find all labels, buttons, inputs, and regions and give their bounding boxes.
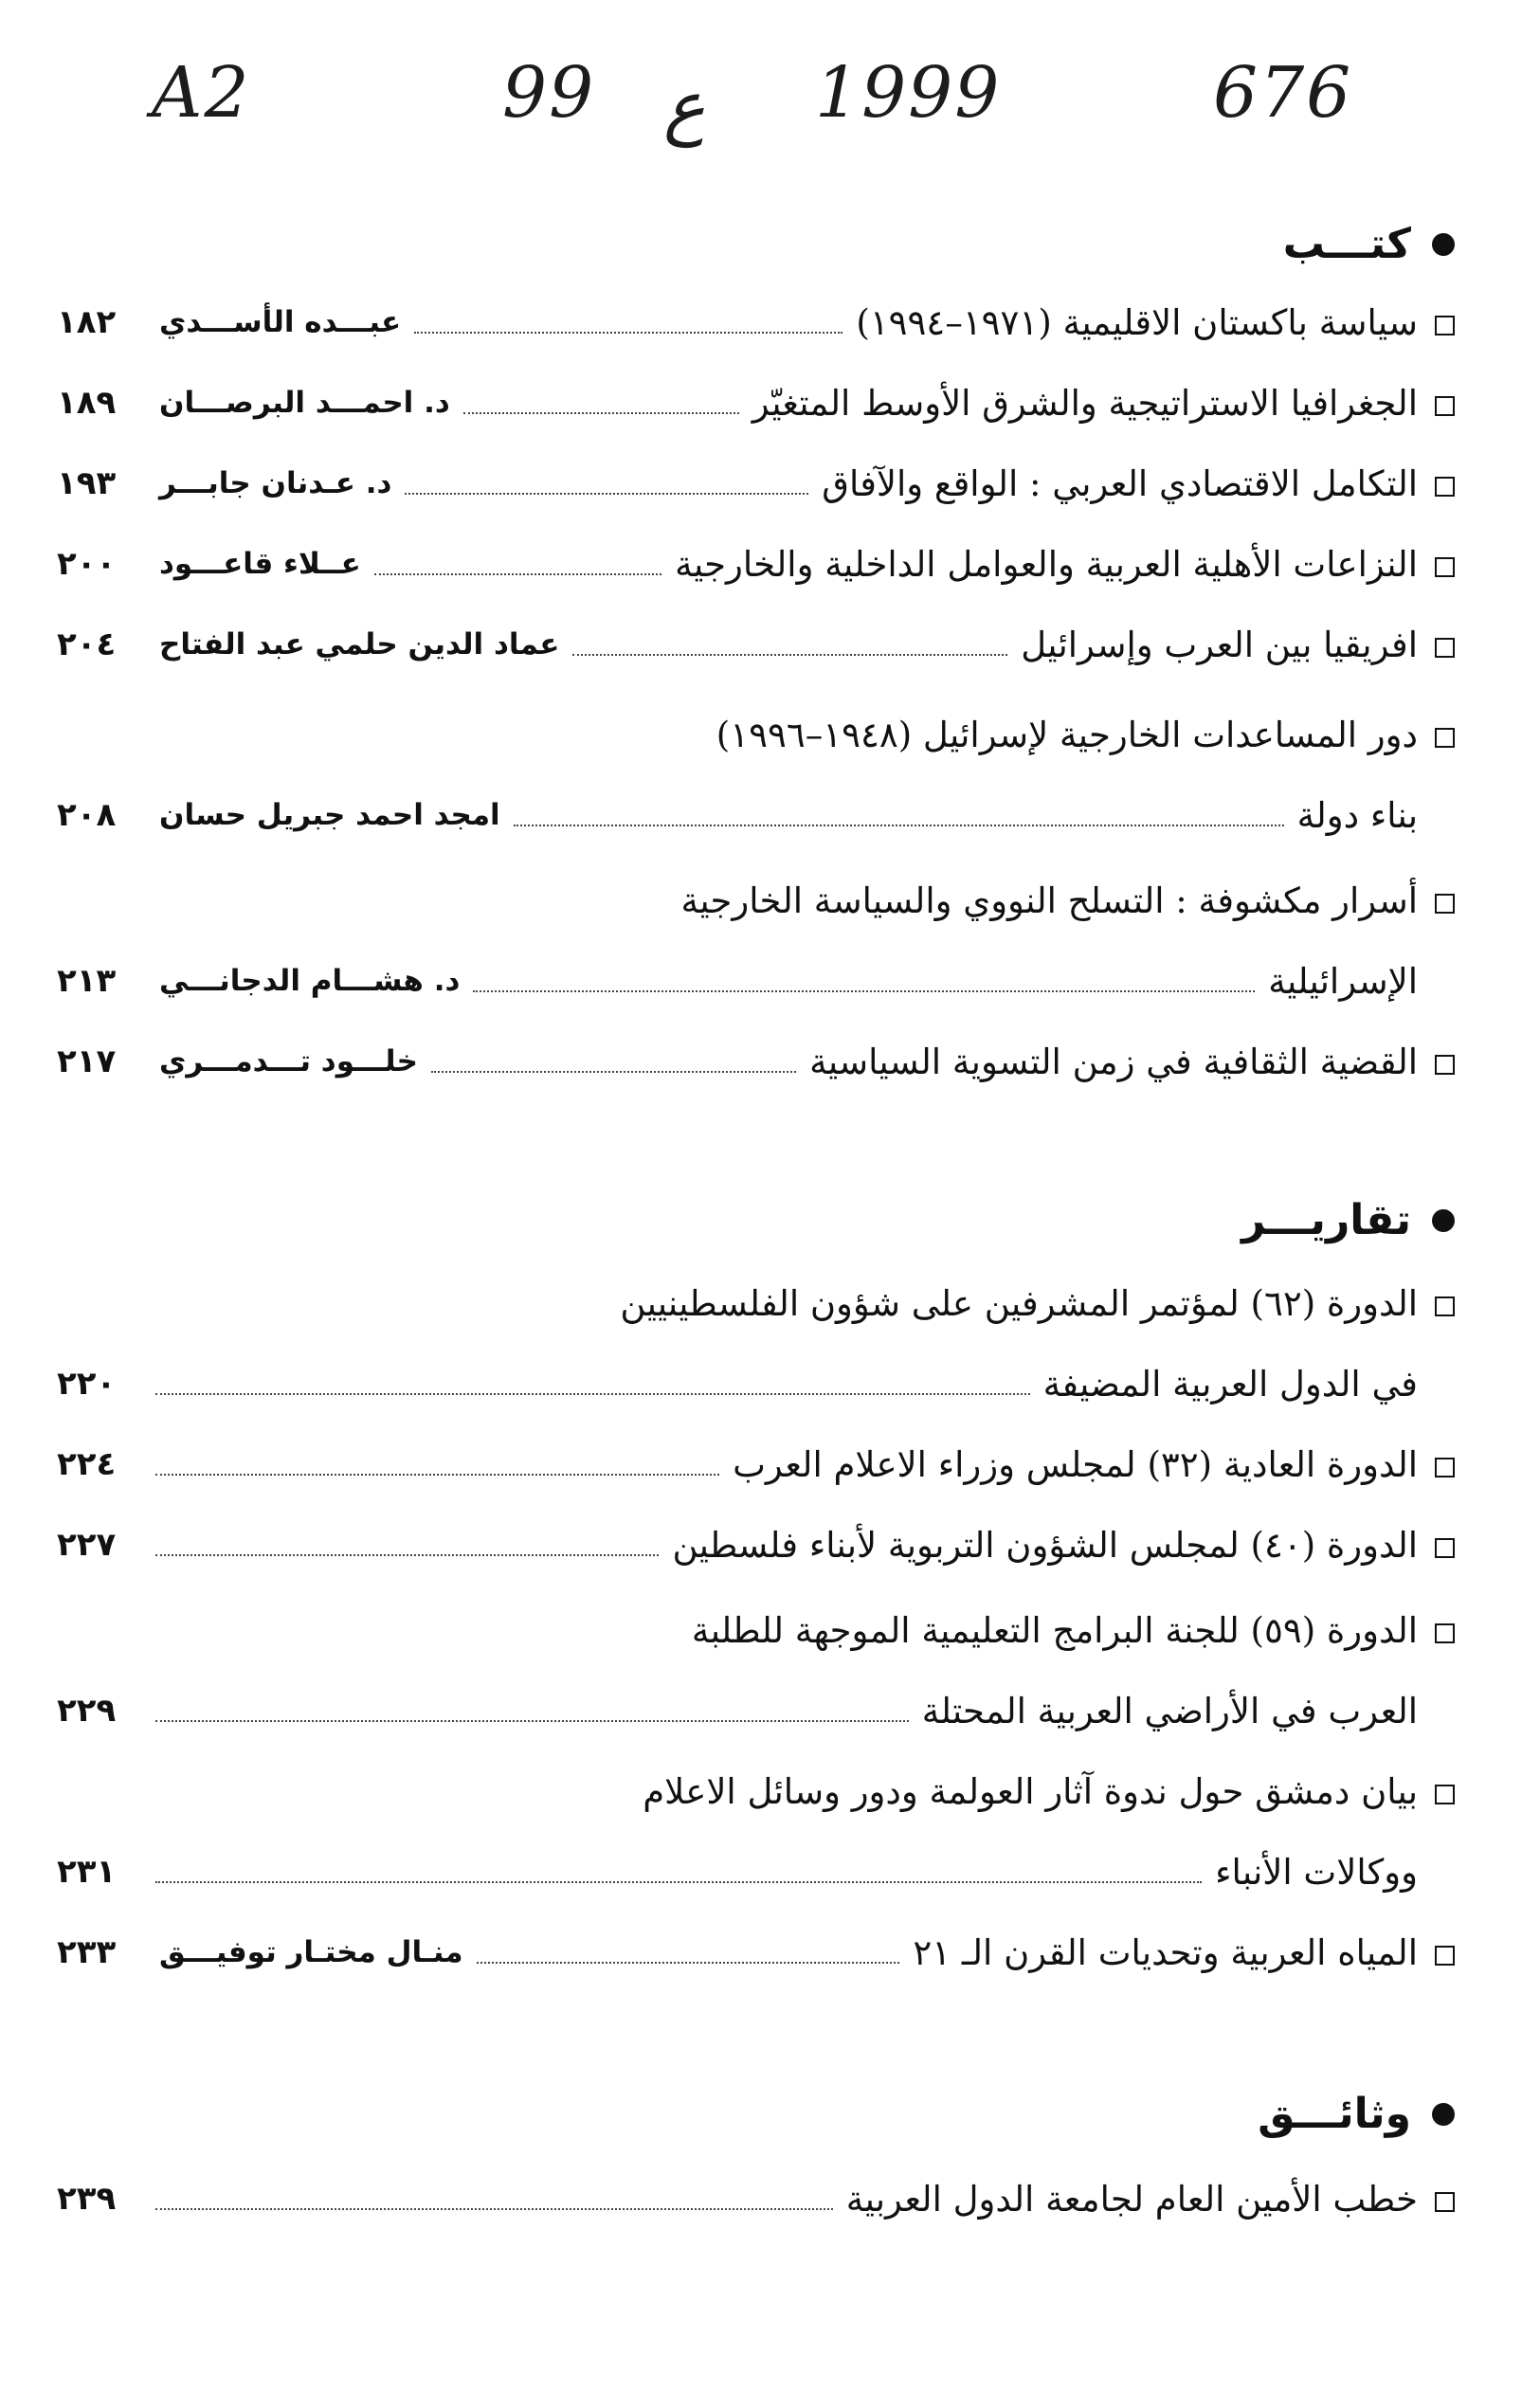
- dot-leader: [514, 825, 1284, 826]
- toc-entry[interactable]: [57, 1924, 1455, 1981]
- dot-leader: [572, 654, 1007, 656]
- toc-entry-continuation[interactable]: [57, 787, 1455, 843]
- entry-page: ٢٠٤: [57, 625, 117, 663]
- checkbox-icon: [1435, 1055, 1455, 1075]
- entry-author: د. احمـــد البرصـــان: [159, 386, 450, 420]
- entry-title: افريقيا بين العرب وإسرائيل: [1021, 624, 1418, 665]
- entry-author: د. عـدنان جابـــر: [159, 466, 392, 500]
- dot-leader: [405, 493, 808, 495]
- toc-entry[interactable]: [57, 872, 1455, 929]
- entry-page: ١٩٣: [57, 464, 117, 502]
- section-books-header: [1283, 220, 1455, 268]
- toc-entry-continuation[interactable]: [57, 952, 1455, 1009]
- entry-title: الدورة العادية (٣٢) لمجلس وزراء الاعلام العرب: [733, 1443, 1418, 1485]
- entry-title: القضية الثقافية في زمن التسوية السياسية: [809, 1041, 1418, 1082]
- dot-leader: [155, 1474, 719, 1476]
- checkbox-icon: [1435, 557, 1455, 577]
- dot-leader: [414, 332, 842, 334]
- toc-entry[interactable]: [57, 455, 1455, 512]
- entry-author: د. هشـــام الدجانـــي: [159, 964, 461, 998]
- checkbox-icon: [1435, 1785, 1455, 1804]
- handwritten-year: 1999: [815, 52, 1002, 134]
- toc-entry[interactable]: [57, 1275, 1455, 1332]
- checkbox-icon: [1435, 1946, 1455, 1966]
- bullet-icon: [1432, 1209, 1455, 1232]
- entry-page: ٢٠٨: [57, 796, 117, 834]
- entry-page: ٢١٣: [57, 962, 117, 1000]
- handwritten-letter: ع: [663, 66, 706, 148]
- toc-entry[interactable]: [57, 294, 1455, 351]
- checkbox-icon: [1435, 638, 1455, 658]
- entry-author: عبـــده الأســـدي: [159, 305, 402, 339]
- entry-page: ٢٣٩: [57, 2180, 117, 2218]
- entry-page: ٢٢٩: [57, 1692, 117, 1730]
- toc-entry[interactable]: [57, 616, 1455, 673]
- checkbox-icon: [1435, 1296, 1455, 1316]
- entry-title: النزاعات الأهلية العربية والعوامل الداخلية والخارجية: [675, 543, 1418, 585]
- entry-title-continuation: بناء دولة: [1296, 794, 1418, 836]
- entry-title-continuation: الإسرائيلية: [1268, 960, 1418, 1002]
- entry-author: عماد الدين حلمي عبد الفتاح: [159, 627, 560, 662]
- dot-leader: [155, 1554, 659, 1556]
- entry-page: ٢٢٧: [57, 1526, 117, 1564]
- handwritten-number: 676: [1213, 52, 1353, 134]
- checkbox-icon: [1435, 894, 1455, 914]
- toc-entry[interactable]: [57, 2170, 1455, 2227]
- toc-entry-continuation[interactable]: [57, 1355, 1455, 1412]
- dot-leader: [155, 1393, 1030, 1395]
- checkbox-icon: [1435, 728, 1455, 748]
- checkbox-icon: [1435, 316, 1455, 335]
- entry-page: ٢٢٤: [57, 1445, 117, 1483]
- dot-leader: [155, 2208, 833, 2210]
- toc-entry[interactable]: [57, 1436, 1455, 1493]
- section-reports-header: [1241, 1196, 1455, 1244]
- entry-title: التكامل الاقتصادي العربي : الواقع والآفاق: [822, 462, 1418, 504]
- entry-title: الدورة (٦٢) لمؤتمر المشرفين على شؤون الفلسطينيين: [620, 1282, 1418, 1324]
- dot-leader: [463, 412, 739, 414]
- dot-leader: [431, 1071, 796, 1073]
- checkbox-icon: [1435, 1538, 1455, 1558]
- entry-page: ٢٣٣: [57, 1933, 117, 1971]
- entry-title: المياه العربية وتحديات القرن الـ ٢١: [913, 1931, 1418, 1973]
- entry-title-continuation: ووكالات الأنباء: [1215, 1851, 1418, 1893]
- checkbox-icon: [1435, 1623, 1455, 1643]
- entry-page: ٢١٧: [57, 1042, 117, 1080]
- entry-title-continuation: العرب في الأراضي العربية المحتلة: [921, 1690, 1418, 1731]
- entry-title: سياسة باكستان الاقليمية (١٩٧١–١٩٩٤): [856, 301, 1418, 343]
- toc-entry[interactable]: [57, 1516, 1455, 1573]
- dot-leader: [473, 990, 1255, 992]
- dot-leader: [477, 1962, 900, 1964]
- toc-entry[interactable]: [57, 1033, 1455, 1090]
- entry-page: ٢٠٠: [57, 545, 117, 583]
- checkbox-icon: [1435, 2192, 1455, 2212]
- entry-author: خلـــود تـــدمـــري: [159, 1044, 418, 1079]
- entry-author: منـال مختـار توفيـــق: [159, 1935, 463, 1969]
- entry-title: دور المساعدات الخارجية لإسرائيل (١٩٤٨–١٩٩٦): [716, 714, 1418, 755]
- bullet-icon: [1432, 233, 1455, 256]
- dot-leader: [155, 1720, 909, 1722]
- section-heading: تقاريـــر: [1241, 1196, 1411, 1244]
- entry-author: عــلاء قاعـــود: [159, 547, 361, 581]
- section-documents-header: [1258, 2090, 1455, 2138]
- entry-page: ٢٢٠: [57, 1365, 117, 1403]
- toc-entry[interactable]: [57, 1602, 1455, 1659]
- dot-leader: [155, 1881, 1202, 1883]
- toc-entry[interactable]: [57, 535, 1455, 592]
- toc-entry[interactable]: [57, 1763, 1455, 1820]
- checkbox-icon: [1435, 1458, 1455, 1477]
- entry-page: ١٨٩: [57, 384, 117, 422]
- toc-entry[interactable]: [57, 374, 1455, 431]
- entry-page: ٢٣١: [57, 1853, 117, 1891]
- entry-title: الجغرافيا الاستراتيجية والشرق الأوسط المتغيّر: [752, 382, 1418, 424]
- entry-title: أسرار مكشوفة : التسلح النووي والسياسة الخارجية: [680, 879, 1418, 921]
- handwritten-code: A2: [152, 52, 251, 134]
- section-heading: كتـــب: [1282, 220, 1411, 268]
- checkbox-icon: [1435, 477, 1455, 497]
- entry-page: ١٨٢: [57, 303, 117, 341]
- bullet-icon: [1432, 2103, 1455, 2126]
- toc-entry-continuation[interactable]: [57, 1682, 1455, 1739]
- entry-title: بيان دمشق حول ندوة آثار العولمة ودور وسائل الاعلام: [643, 1770, 1418, 1812]
- entry-title-continuation: في الدول العربية المضيفة: [1042, 1363, 1418, 1405]
- checkbox-icon: [1435, 396, 1455, 416]
- entry-title: خطب الأمين العام لجامعة الدول العربية: [845, 2178, 1418, 2220]
- dot-leader: [374, 573, 661, 575]
- handwritten-issue: 99: [502, 52, 596, 134]
- entry-author: امجد احمد جبريل حسان: [159, 798, 500, 832]
- section-heading: وثائـــق: [1258, 2090, 1411, 2138]
- entry-title: الدورة (٥٩) للجنة البرامج التعليمية الموجهة للطلبة: [691, 1609, 1418, 1651]
- toc-entry[interactable]: [57, 706, 1455, 763]
- entry-title: الدورة (٤٠) لمجلس الشؤون التربوية لأبناء فلسطين: [672, 1524, 1418, 1566]
- toc-entry-continuation[interactable]: [57, 1843, 1455, 1900]
